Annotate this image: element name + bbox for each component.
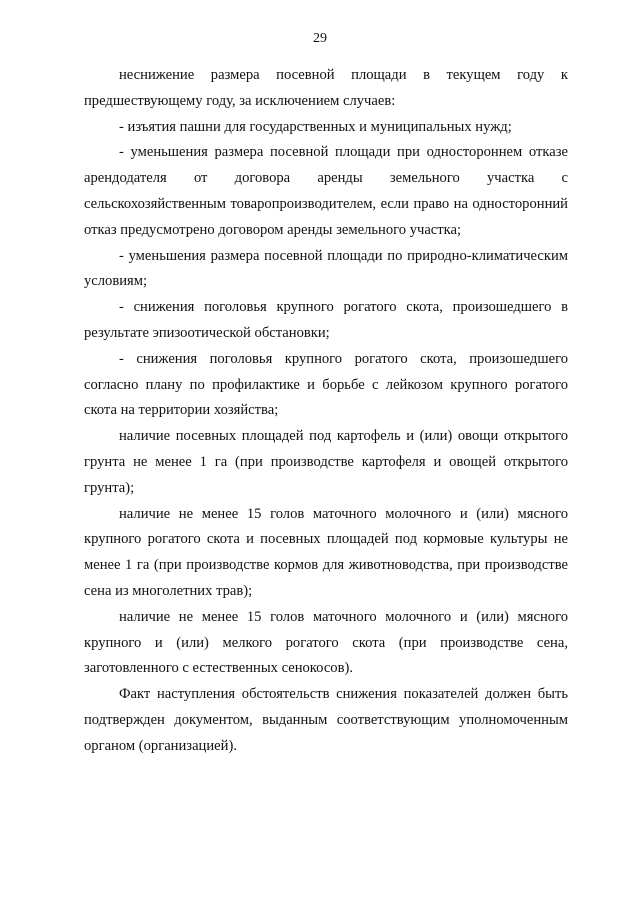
- paragraph-confirmation-document: Факт наступления обстоятельств снижения показателей должен быть подтвержден документом, выданным соответствующим уполномоченным органом (организацией).: [84, 686, 568, 754]
- paragraph-epizootic: - снижения поголовья крупного рогатого скота, произошедшего в результате эпизоотической обстановки;: [84, 299, 568, 341]
- page-number: 29: [313, 31, 327, 46]
- paragraph-cattle-hay: наличие не менее 15 голов маточного молочного и (или) мясного крупного и (или) мелкого рогатого скота (при производстве сена, заготовленного с естественных сенокосов).: [84, 608, 568, 677]
- paragraph-climate-conditions: - уменьшения размера посевной площади по природно-климатическим условиям;: [84, 247, 568, 290]
- paragraph-lease-refusal: - уменьшения размера посевной площади при одностороннем отказе арендодателя от договора аренды земельного участка с сельскохозяйственным товаропроизводителем, если право на односторонний отказ предусмотрено договором аренды земельного участка;: [84, 144, 568, 238]
- paragraph-potato-vegetables: наличие посевных площадей под картофель и (или) овощи открытого грунта не менее 1 га (при производстве картофеля и овощей открытого грунта);: [84, 428, 568, 496]
- document-body: [84, 63, 568, 760]
- paragraph-cattle-feed-crops: наличие не менее 15 голов маточного молочного и (или) мясного крупного рогатого скота и посевных площадей под кормовые культуры не менее 1 га (при производстве кормов для животноводства, при производстве сена из многолетних трав);: [84, 505, 568, 599]
- paragraph-sowing-area: неснижение размера посевной площади в текущем году к предшествующему году, за исключением случаев:: [84, 67, 568, 109]
- paragraph-land-seizure: - изъятия пашни для государственных и муниципальных нужд;: [119, 118, 512, 135]
- paragraph-leukosis-plan: - снижения поголовья крупного рогатого скота, произошедшего согласно плану по профилактике и борьбе с лейкозом крупного рогатого скота на территории хозяйства;: [84, 350, 568, 419]
